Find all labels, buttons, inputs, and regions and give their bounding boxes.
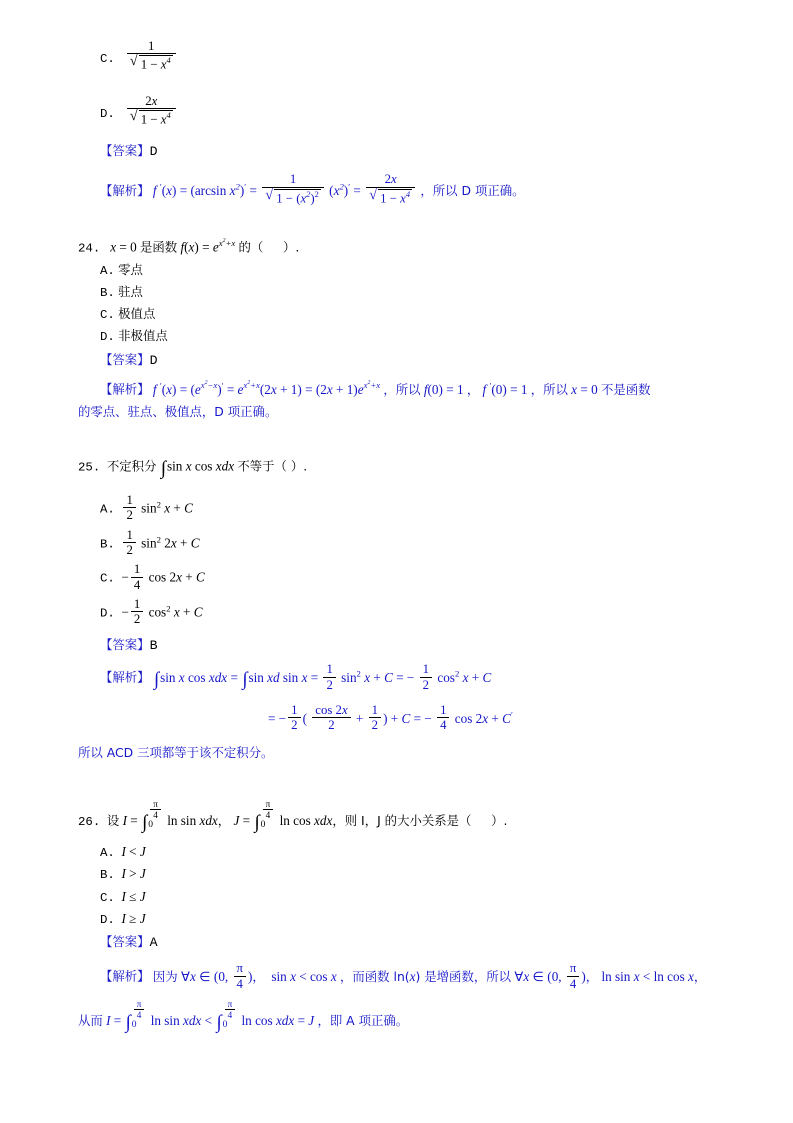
option-label: B. [100,286,115,301]
analysis-tail-previous: ，所以 D 项正确。 [420,183,525,199]
option-d-label: D. [100,106,115,121]
question-24-number: 24. [78,241,101,256]
answer-tag: 【答案】 [100,142,150,158]
option-label: B. [100,537,115,552]
option-label: A. [100,502,115,517]
option-c-label: C. [100,51,115,66]
answer-value: A [149,934,158,950]
option-text: 零点 [118,261,143,277]
question-24-analysis-math: f $'(x) = (e^{x^2-x})' = e^{x^2+x}(2x + 1) = (2x + 1)e^{x^2+x}$ ，所以 f(0) = 1 ， f ′(0) = 1 ，所以 x = 0 不是函数 [152,380,651,397]
question-25-analysis-line2: = − $\frac{1}{2}$ ( $\frac{\cos 2x}{2}$ + $\frac{1}{2}$ ) + C = − $\frac{1}{4}$ cos 2x + C′ [268,702,513,733]
option-d-math: 2x √ $1 - x^4$ [118,105,178,120]
question-24-stem-post: 的（ ）. [238,239,300,255]
answer-value: D [149,352,158,368]
analysis-tag: 【解析】 [100,381,150,397]
analysis-tag: 【解析】 [100,969,150,985]
answer-tag: 【答案】 [100,933,150,949]
question-26-answer [78,932,733,953]
question-26-stem: 26. 设 I = ∫ $\frac{\pi}{4}$ 0 ln sin xdx， J = ∫ $\frac{\pi}{4}$ 0 ln cos xdx，则 I，J 的大小关系是（ ）. [78,799,508,834]
option-label: A. [100,846,115,861]
answer-tag: 【答案】 [100,636,150,652]
question-25-conclusion [78,743,733,763]
question-26-analysis-line2: 从而 I = ∫ $\frac{\pi}{4}$ 0 ln sin xdx < ∫ $\frac{\pi}{4}$ 0 ln cos xdx = J ，即 A 项正确。 [78,999,409,1034]
option-c-math: 1 √ $1 - x^4$ [118,50,178,65]
option-label: A. [100,263,115,278]
option-text: 极值点 [118,306,156,322]
question-25-number: 25. [78,461,101,476]
question-25-stem-pre: 不定积分 [106,459,157,475]
answer-tag: 【答案】 [100,351,150,367]
question-25-option-a: A. $\frac{1}{2}$ $\sin^2 x + C$ [100,493,193,523]
option-text: 驻点 [118,284,143,300]
option-label: D. [100,330,115,345]
answer-value: D [149,143,158,159]
option-text: 非极值点 [118,328,168,344]
option-label: C. [100,308,115,323]
question-25-stem: 25. 不定积分 ∫sin x cos xdx 不等于（ ）. [78,458,308,480]
analysis-text: 的零点、驻点、极值点，D 项正确。 [78,404,278,419]
answer-value: B [149,637,158,653]
question-24-option-a [78,260,733,281]
analysis-tag: 【解析】 [100,669,150,685]
question-26-option-a: A. I < J [100,844,146,861]
option-label: D. [100,606,115,621]
analysis-text: 从而 [78,1012,103,1028]
question-24-analysis-line2 [78,402,733,422]
question-24-stem: 24. x = 0 是函数 $f(x) = e^{x^2+x}$ 的（ ）. [78,238,300,256]
question-24-analysis [78,379,733,400]
analysis-row-previous [78,172,733,205]
analysis-text-tail: ，即 A 项正确。 [317,1012,409,1028]
question-24-option-d [78,326,733,347]
analysis-math-previous: f ′(x) = (arcsin $x^2)'$ = 1 √ $1 - (x^2)^2$ $(x^2)'$ = 2x √ $1 - x^4$ ，所以 D 项正确。 [153,183,525,198]
option-label: C. [100,890,115,905]
question-24-option-c [78,304,733,325]
question-25-analysis-math: ∫sin x cos xdx = ∫sin xd sin x = $\frac{1}{2}$ $\sin^2 x + C$ = − $\frac{1}{2}$ $\cos^2 x + C$ [153,662,492,692]
option-label: B. [100,868,115,883]
question-26-option-b: B. I > J [100,866,146,883]
option-d-previous [78,94,733,127]
question-26-stem-pre: 设 [106,812,120,828]
option-label: D. [100,912,115,927]
question-26-option-d: D. I ≥ J [100,910,146,927]
question-26-analysis [78,961,733,991]
question-26-number: 26. [78,814,101,829]
question-24-stem-pre: 是函数 [139,239,178,255]
analysis-tag: 【解析】 [100,183,150,199]
answer-row-previous [78,141,733,162]
conclusion-text: 所以 ACD 三项都等于该不定积分。 [78,744,274,760]
question-25-answer [78,635,733,656]
question-25-option-b: B. $\frac{1}{2}$ $\sin^2 2x + C$ [100,527,200,558]
question-25-stem-post: 不等于（ ）. [237,459,308,475]
question-24-answer [78,350,733,371]
question-26-option-c: C. I ≤ J [100,888,146,905]
question-24-option-b [78,282,733,303]
question-25-option-c: C. − $\frac{1}{4}$ cos 2x + C [100,562,205,592]
option-label: C. [100,572,115,587]
question-26-analysis-math: 因为 ∀x ∈ (0, $\frac{\pi}{4}$ )， sin x < cos x ，而函数 ln(x) 是增函数，所以 ∀x ∈ (0, $\frac{\pi}{4}$ )， ln sin x < ln cos x， [152,961,707,991]
question-25-analysis [78,662,733,695]
option-c-previous [78,39,733,72]
question-25-option-d: D. − $\frac{1}{2}$ $\cos^2 x + C$ [100,597,203,627]
